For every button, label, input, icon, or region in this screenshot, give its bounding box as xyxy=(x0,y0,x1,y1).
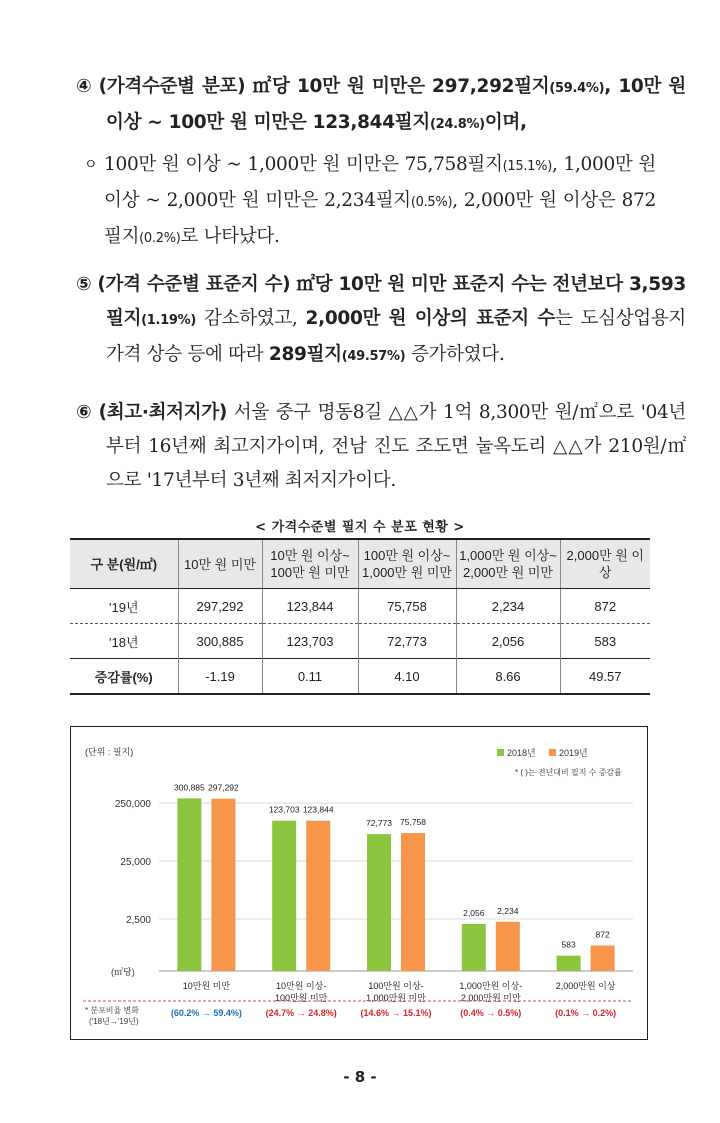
data-label: 2,234 xyxy=(497,905,519,916)
table-cell: 2,234 xyxy=(456,589,560,624)
x-tick-label: 2,000만원 미만 xyxy=(460,993,521,1003)
bar-2019년 xyxy=(591,946,615,971)
y-tick-label: 250,000 xyxy=(114,799,151,810)
data-label: 583 xyxy=(561,939,576,950)
data-label: 297,292 xyxy=(208,782,239,793)
table-cell: 72,773 xyxy=(358,624,456,659)
paragraph-title: (가격수준별 분포) xyxy=(98,76,246,97)
table-cell: 123,703 xyxy=(262,624,358,659)
bullet-mark: ㅇ xyxy=(84,157,98,173)
ratio-label: ('18년→'19년) xyxy=(89,1017,139,1026)
data-label: 872 xyxy=(595,929,610,940)
table-cell: 583 xyxy=(560,624,650,659)
bar-2019년 xyxy=(211,799,235,971)
table-cell: 4.10 xyxy=(358,659,456,695)
x-tick-label: 1,000만원 미만 xyxy=(366,993,426,1003)
x-tick-label: 100만원 이상- xyxy=(368,981,424,991)
table-cell: 8.66 xyxy=(456,659,560,695)
table-row xyxy=(70,659,650,695)
data-label: 300,885 xyxy=(174,782,205,793)
table-header: 2,000만 원 이상 xyxy=(560,539,650,589)
table-header: 10만 원 미만 xyxy=(178,539,262,589)
y-tick-label: 25,000 xyxy=(120,857,151,868)
table-cell: 872 xyxy=(560,589,650,624)
item-number: ④ xyxy=(76,76,93,97)
bar-2018년 xyxy=(177,798,201,971)
bar-chart-svg xyxy=(71,727,646,1038)
paragraph-highest-lowest-price: ⑥ (최고·최저지가) 서울 중구 명동8길 △△가 1억 8,300만 원/㎡으로 '04년부터 16년째 최고지가이며, 전남 진도 조도면 눌옥도리 △△가 210원/㎡으로 '17년부터 3년째 최저지가이다. xyxy=(76,402,686,491)
table-cell: '19년 xyxy=(70,589,178,624)
chart-note: * ( )는 전년대비 필지 수 증감률 xyxy=(515,768,622,777)
table-cell: 2,056 xyxy=(456,624,560,659)
data-label: 2,056 xyxy=(463,907,485,918)
ratio-change-label: (14.6% → 15.1%) xyxy=(360,1008,432,1018)
table-cell: -1.19 xyxy=(178,659,262,695)
legend-label: 2018년 xyxy=(507,748,536,758)
table-row xyxy=(70,624,650,659)
table-header: 1,000만 원 이상~ 2,000만 원 미만 xyxy=(456,539,560,589)
table-cell: 123,844 xyxy=(262,589,358,624)
ratio-change-label: (60.2% → 59.4%) xyxy=(170,1008,242,1018)
bar-2019년 xyxy=(496,922,520,971)
table-header-row xyxy=(70,539,650,589)
x-tick-label: 100만원 미만 xyxy=(275,993,328,1003)
distribution-table xyxy=(70,538,650,695)
table-cell: 증감률(%) xyxy=(70,659,178,695)
paragraph-title: (최고·최저지가) xyxy=(98,402,228,423)
table-caption: < 가격수준별 필지 수 분포 현황 > xyxy=(255,520,465,535)
paragraph-price-distribution: ④ (가격수준별 분포) ㎡당 10만 원 미만은 297,292필지(59.4%), 10만 원 이상 ~ 100만 원 미만은 123,844필지(24.8%)이며, xyxy=(76,76,687,133)
data-label: 75,758 xyxy=(400,817,426,828)
paragraph-standard-land-count: ⑤ (가격 수준별 표준지 수) ㎡당 10만 원 미만 표준지 수는 전년보다 3,593필지(1.19%) 감소하였고, 2,000만 원 이상의 표준지 수는 도심상업용지 가격 상승 등에 따라 289필지(49.57%) 증가하였다. xyxy=(76,274,686,365)
bar-2019년 xyxy=(306,821,330,971)
bar-2018년 xyxy=(557,956,581,971)
bar-2019년 xyxy=(401,833,425,971)
legend-swatch xyxy=(549,749,556,756)
x-tick-label: 2,000만원 이상 xyxy=(555,981,616,991)
ratio-label: * 분포비율 변화 xyxy=(85,1006,139,1015)
bar-2018년 xyxy=(272,821,296,971)
ratio-change-label: (0.1% → 0.2%) xyxy=(555,1008,617,1018)
table-cell: 75,758 xyxy=(358,589,456,624)
legend-label: 2019년 xyxy=(559,748,588,758)
table-cell: 300,885 xyxy=(178,624,262,659)
x-unit-label: (㎡당) xyxy=(111,967,135,977)
bar-2018년 xyxy=(367,834,391,971)
table-header: 100만 원 이상~ 1,000만 원 미만 xyxy=(358,539,456,589)
ratio-change-label: (0.4% → 0.5%) xyxy=(460,1008,522,1018)
chart-background xyxy=(81,737,636,1028)
unit-label: (단위 : 필지) xyxy=(85,747,134,757)
item-number: ⑤ xyxy=(76,274,92,295)
table-header: 구 분(원/㎡) xyxy=(70,539,178,589)
distribution-chart xyxy=(70,726,648,1040)
table-cell: '18년 xyxy=(70,624,178,659)
paragraph-title: (가격 수준별 표준지 수) xyxy=(97,274,291,295)
x-tick-label: 10만원 미만 xyxy=(182,981,231,991)
x-tick-label: 10만원 이상- xyxy=(276,981,327,991)
item-number: ⑥ xyxy=(76,402,93,423)
table-cell: 49.57 xyxy=(560,659,650,695)
table-row xyxy=(70,589,650,624)
table-header: 10만 원 이상~ 100만 원 미만 xyxy=(262,539,358,589)
legend-swatch xyxy=(497,749,504,756)
x-tick-label: 1,000만원 이상- xyxy=(459,981,523,991)
data-label: 72,773 xyxy=(366,818,392,829)
paragraph-bullet-distribution: 100만 원 이상 ~ 1,000만 원 미만은 75,758필지(15.1%), 1,000만 원 이상 ~ 2,000만 원 미만은 2,234필지(0.5%), 2,000만 원 이상은 872필지(0.2%)로 나타났다. xyxy=(104,154,656,247)
data-label: 123,844 xyxy=(302,804,334,815)
table-cell: 297,292 xyxy=(178,589,262,624)
bar-2018년 xyxy=(462,924,486,971)
data-label: 123,703 xyxy=(268,804,300,815)
page-number: - 8 - xyxy=(343,1068,377,1086)
y-tick-label: 2,500 xyxy=(125,915,151,926)
ratio-change-label: (24.7% → 24.8%) xyxy=(265,1008,337,1018)
table-cell: 0.11 xyxy=(262,659,358,695)
